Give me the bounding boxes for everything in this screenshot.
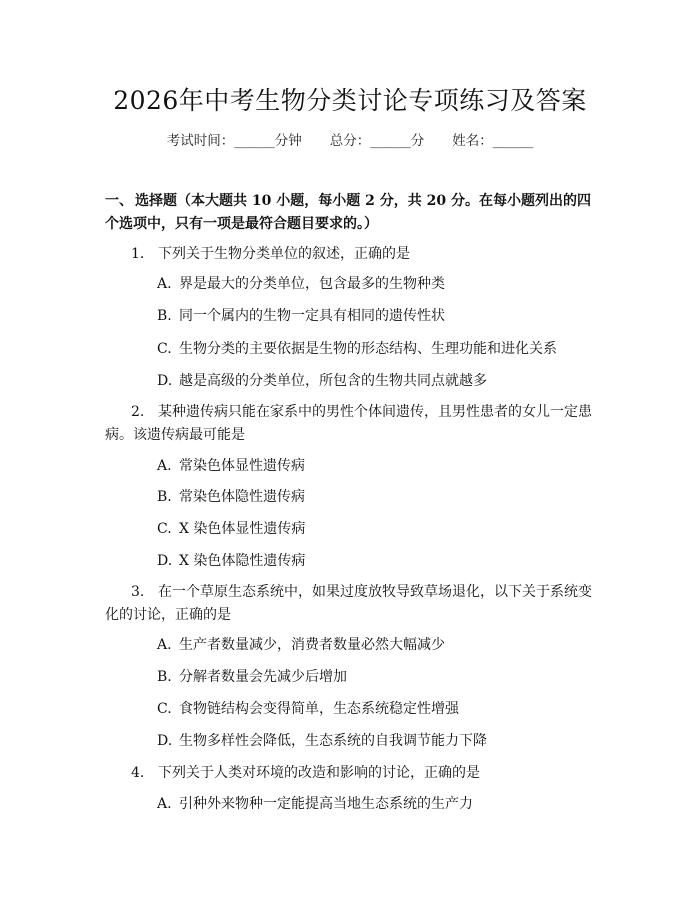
option-text: 越是高级的分类单位，所包含的生物共同点就越多 <box>179 373 487 389</box>
score-blank: ______ <box>370 133 411 149</box>
question-1-option-d <box>157 370 487 393</box>
question-number: 1. <box>131 246 145 262</box>
exam-info-line <box>0 132 700 150</box>
option-letter: A. <box>157 796 172 812</box>
option-letter: A. <box>157 458 172 474</box>
option-letter: C. <box>157 341 172 357</box>
option-text: X 染色体隐性遗传病 <box>179 553 306 569</box>
option-text: 界是最大的分类单位，包含最多的生物种类 <box>179 276 445 292</box>
option-text: 生物多样性会降低，生态系统的自我调节能力下降 <box>179 733 487 749</box>
section-text: 选择题（本大题共 10 小题，每小题 2 分，共 20 分。在每小题列出的四个选项中，只有一项是最符合题目要求的。） <box>105 193 591 232</box>
question-1-option-c <box>157 338 557 361</box>
option-text: 同一个属内的生物一定具有相同的遗传性状 <box>179 308 445 324</box>
question-3 <box>105 581 600 627</box>
question-2-option-a <box>157 455 305 478</box>
question-2-option-b <box>157 486 305 509</box>
option-letter: C. <box>157 521 172 537</box>
option-text: X 染色体显性遗传病 <box>179 521 306 537</box>
question-4-option-a <box>157 793 473 816</box>
option-letter: A. <box>157 637 172 653</box>
option-letter: D. <box>157 733 173 749</box>
question-number: 2. <box>131 404 145 420</box>
question-1-option-a <box>157 273 445 296</box>
time-blank: ______ <box>234 133 275 149</box>
section-number: 一、 <box>105 193 133 209</box>
question-2 <box>105 401 600 447</box>
question-1-option-b <box>157 305 445 328</box>
option-letter: B. <box>157 308 172 324</box>
score-unit: 分 <box>410 133 425 149</box>
question-2-option-c <box>157 518 305 541</box>
question-stem: 下列关于生物分类单位的叙述，正确的是 <box>158 246 410 262</box>
question-3-option-c <box>157 698 459 721</box>
name-label: 姓名： <box>452 133 493 149</box>
question-stem: 某种遗传病只能在家系中的男性个体间遗传，且男性患者的女儿一定患病。该遗传病最可能是 <box>105 404 592 443</box>
question-number: 4. <box>131 765 145 781</box>
question-number: 3. <box>131 584 145 600</box>
time-unit: 分钟 <box>274 133 302 149</box>
option-text: 食物链结构会变得简单，生态系统稳定性增强 <box>179 701 459 717</box>
question-4 <box>131 762 480 785</box>
option-letter: B. <box>157 669 172 685</box>
option-letter: A. <box>157 276 172 292</box>
section-heading <box>105 190 600 236</box>
name-blank: ______ <box>492 133 534 149</box>
option-letter: D. <box>157 553 173 569</box>
question-3-option-a <box>157 634 445 657</box>
question-2-option-d <box>157 550 305 573</box>
question-stem: 下列关于人类对环境的改造和影响的讨论，正确的是 <box>158 765 480 781</box>
question-3-option-d <box>157 730 487 753</box>
option-text: 常染色体隐性遗传病 <box>179 489 305 505</box>
time-label: 考试时间： <box>166 133 235 149</box>
question-3-option-b <box>157 666 347 689</box>
question-stem: 在一个草原生态系统中，如果过度放牧导致草场退化，以下关于系统变化的讨论，正确的是 <box>105 584 592 623</box>
option-text: 生物分类的主要依据是生物的形态结构、生理功能和进化关系 <box>179 341 557 357</box>
question-1 <box>131 243 410 266</box>
document-title: 2026年中考生物分类讨论专项练习及答案 <box>113 86 587 115</box>
option-text: 引种外来物种一定能提高当地生态系统的生产力 <box>179 796 473 812</box>
option-text: 常染色体显性遗传病 <box>179 458 305 474</box>
option-text: 分解者数量会先减少后增加 <box>179 669 347 685</box>
option-letter: D. <box>157 373 173 389</box>
option-letter: C. <box>157 701 172 717</box>
option-letter: B. <box>157 489 172 505</box>
option-text: 生产者数量减少，消费者数量必然大幅减少 <box>179 637 445 653</box>
score-label: 总分： <box>329 133 371 149</box>
